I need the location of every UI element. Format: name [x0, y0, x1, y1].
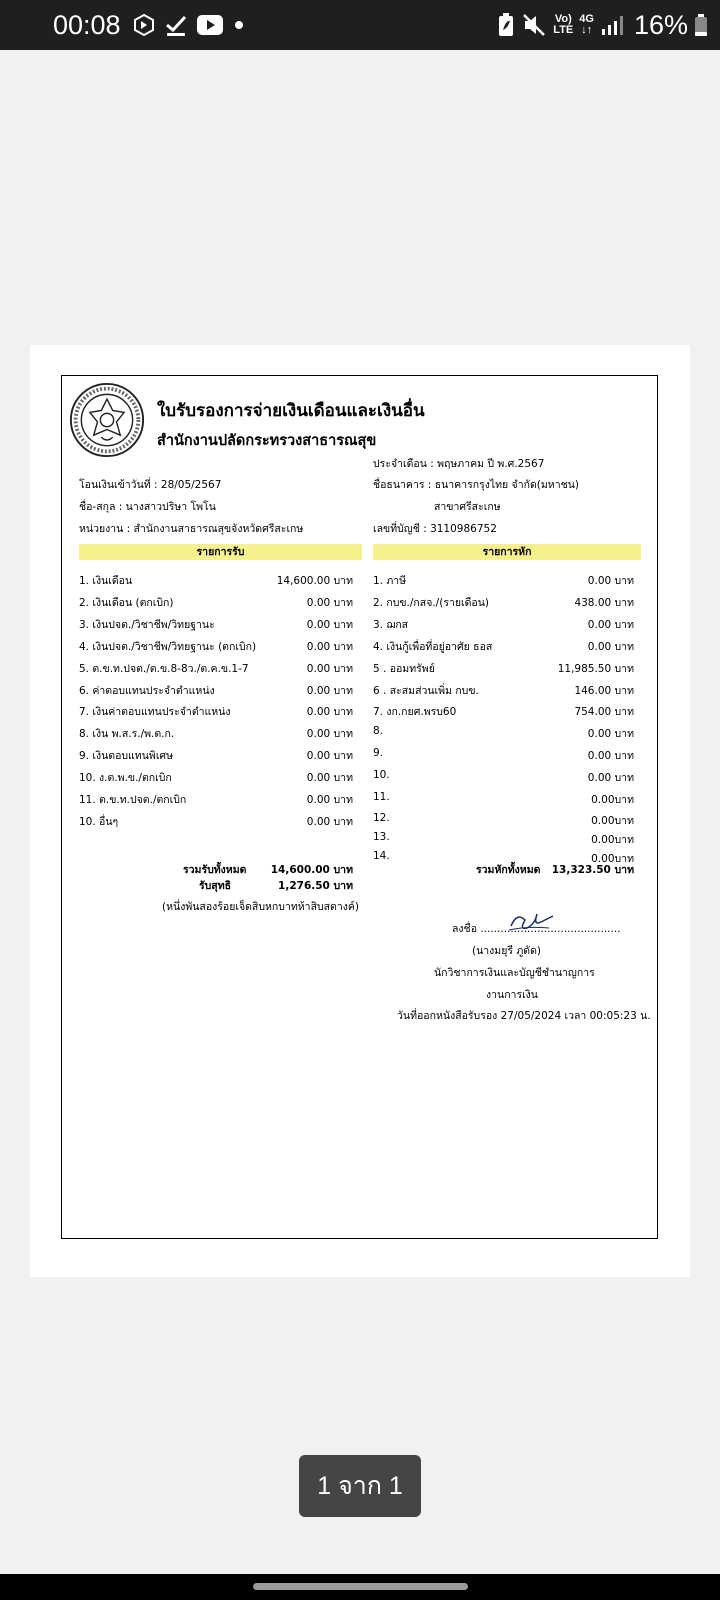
income-item-label: 6. ค่าตอบแทนประจำตำแหน่ง: [79, 684, 215, 697]
transfer-date: โอนเงินเข้าวันที่ : 28/05/2567: [79, 479, 222, 491]
income-item-value: 0.00 บาท: [306, 596, 353, 609]
employee-name: ชื่อ-สกุล : นางสาวปริษา โพโน: [79, 501, 216, 513]
battery-icon: [694, 13, 708, 37]
income-row: [79, 791, 353, 805]
income-row: [79, 682, 353, 696]
bank-name: ชื่อธนาคาร : ธนาคารกรุงไทย จำกัด(มหาชน): [373, 479, 580, 491]
volte-label: Vo) LTE: [553, 13, 574, 36]
deduction-item-label: 12.: [373, 811, 390, 824]
deduction-row: [373, 703, 634, 717]
signer-name: (นางมยุรี ภูดัด): [472, 945, 542, 957]
deduction-row: [373, 572, 634, 586]
deduction-item-value: 754.00 บาท: [574, 706, 634, 719]
check-icon: [164, 13, 188, 37]
total-income-row: [183, 861, 353, 875]
income-item-label: 4. เงินปจต./วิชาชีพ/วิทยฐานะ (ตกเบิก): [79, 640, 257, 653]
income-item-value: 14,600.00 บาท: [276, 575, 353, 587]
status-time: 00:08: [53, 10, 121, 40]
deduction-row: [373, 638, 634, 652]
signer-unit: งานการเงิน: [486, 989, 538, 1001]
income-row: [79, 747, 353, 761]
bank-branch: สาขาศรีสะเกษ: [434, 501, 501, 513]
income-row: [79, 660, 353, 674]
deduction-row: [373, 791, 634, 805]
income-item-value: 0.00 บาท: [306, 772, 353, 785]
deduction-row: [373, 594, 634, 608]
income-item-label: 10. อื่นๆ: [79, 815, 119, 828]
deduction-row: [373, 682, 634, 696]
deduction-item-label: 7. งก.กยศ.พรบ60: [373, 706, 457, 719]
deduction-item-label: 10.: [373, 769, 390, 782]
deduction-item-value: 0.00 บาท: [587, 772, 634, 785]
net-row: [199, 877, 353, 891]
income-row: [79, 638, 353, 652]
page-indicator: 1 จาก 1: [299, 1455, 421, 1517]
income-item-value: 0.00 บาท: [306, 728, 353, 741]
sign-label: ลงชื่อ ..........................................: [452, 923, 621, 935]
deduction-item-label: 9.: [373, 747, 384, 760]
youtube-icon: [196, 14, 224, 36]
total-income-label: รวมรับทั้งหมด: [183, 864, 247, 876]
deduction-item-label: 5 . ออมทรัพย์: [373, 662, 435, 675]
deduction-row: [373, 831, 634, 845]
deduction-item-value: 0.00 บาท: [587, 618, 634, 631]
deduction-row: [373, 725, 634, 739]
deduction-item-value: 0.00บาท: [591, 794, 634, 806]
income-row: [79, 813, 353, 827]
income-item-value: 0.00 บาท: [306, 706, 353, 719]
total-deduction-value: 13,323.50 บาท: [551, 864, 634, 876]
signal-icon: [600, 13, 624, 37]
document-title: ใบรับรองการจ่ายเงินเดือนและเงินอื่น: [157, 401, 425, 420]
deduction-item-value: 11,985.50 บาท: [557, 662, 634, 675]
income-row: [79, 616, 353, 630]
deduction-item-label: 14.: [373, 849, 390, 862]
deduction-item-label: 8.: [373, 725, 384, 738]
income-header: รายการรับ: [79, 544, 362, 560]
deduction-row: [373, 769, 634, 783]
deduction-row: [373, 660, 634, 674]
income-item-label: 5. ต.ข.ท.ปจต./ต.ข.8-8ว./ต.ค.ข.1-7: [79, 662, 249, 675]
deduction-item-value: 0.00 บาท: [587, 640, 634, 653]
income-item-value: 0.00 บาท: [306, 815, 353, 828]
pdf-page: [30, 345, 690, 1277]
deduction-item-label: 2. กบข./กสจ./(รายเดือน): [373, 596, 489, 609]
deduction-item-label: 4. เงินกู้เพื่อที่อยู่อาศัย ธอส: [373, 640, 493, 653]
deduction-item-value: 0.00 บาท: [587, 750, 634, 763]
document-subtitle: สำนักงานปลัดกระทรวงสาธารณสุข: [157, 433, 377, 449]
income-row: [79, 769, 353, 783]
income-row: [79, 703, 353, 717]
deduction-item-value: 146.00 บาท: [574, 684, 634, 697]
income-item-label: 2. เงินเดือน (ตกเบิก): [79, 596, 174, 609]
battery-saver-icon: [497, 12, 515, 38]
deduction-item-value: 0.00บาท: [591, 852, 634, 865]
income-item-label: 7. เงินค่าตอบแทนประจำตำแหน่ง: [79, 706, 231, 719]
deduction-row: [373, 747, 634, 761]
deduction-item-label: 13.: [373, 830, 390, 843]
income-item-value: 0.00 บาท: [306, 662, 353, 675]
status-bar: [0, 0, 720, 50]
signature-icon: [507, 906, 555, 934]
employee-unit: หน่วยงาน : สำนักงานสาธารณสุขจังหวัดศรีสะเกษ: [79, 523, 304, 535]
deduction-row: [373, 616, 634, 630]
income-item-value: 0.00 บาท: [306, 750, 353, 763]
income-item-label: 3. เงินปจต./วิชาชีพ/วิทยฐานะ: [79, 618, 215, 631]
income-item-label: 8. เงิน พ.ส.ร./พ.ต.ก.: [79, 728, 175, 741]
app-icon: [132, 13, 156, 37]
deduction-item-value: 0.00บาท: [591, 814, 634, 827]
income-item-label: 9. เงินตอบแทนพิเศษ: [79, 750, 174, 763]
dot-icon: [232, 18, 246, 32]
income-item-value: 0.00 บาท: [306, 640, 353, 653]
income-item-label: 1. เงินเดือน: [79, 575, 133, 587]
income-item-label: 11. ต.ข.ท.ปจต./ตกเบิก: [79, 794, 187, 806]
deduction-item-label: 6 . สะสมส่วนเพิ่ม กบข.: [373, 684, 479, 697]
income-item-label: 10. ง.ต.พ.ข./ตกเบิก: [79, 772, 172, 785]
home-gesture-handle[interactable]: [253, 1583, 468, 1590]
deduction-item-value: 0.00 บาท: [587, 575, 634, 587]
income-row: [79, 594, 353, 608]
net-amount-text: (หนึ่งพันสองร้อยเจ็ดสิบหกบาทห้าสิบสตางค์): [162, 901, 360, 913]
net-label: รับสุทธิ: [199, 880, 232, 892]
signer-position: นักวิชาการเงินและบัญชีชำนาญการ: [434, 967, 595, 979]
deduction-item-value: 438.00 บาท: [574, 596, 634, 609]
deduction-item-label: 3. ฌกส: [373, 618, 409, 631]
deduction-header: รายการหัก: [373, 544, 641, 560]
ministry-seal-icon: [69, 382, 145, 458]
deduction-item-value: 0.00บาท: [591, 833, 634, 846]
navigation-bar: [0, 1574, 720, 1600]
net-value: 1,276.50 บาท: [278, 880, 353, 892]
certificate-frame: [61, 375, 658, 1239]
account-number: เลขที่บัญชี : 3110986752: [373, 523, 497, 535]
deduction-item-value: 0.00 บาท: [587, 728, 634, 741]
deduction-item-label: 1. ภาษี: [373, 575, 407, 587]
income-row: [79, 725, 353, 739]
income-item-value: 0.00 บาท: [306, 794, 353, 806]
mute-icon: [521, 12, 547, 38]
pay-month: ประจำเดือน : พฤษภาคม ปี พ.ศ.2567: [373, 458, 545, 470]
income-item-value: 0.00 บาท: [306, 684, 353, 697]
income-row: [79, 572, 353, 586]
battery-percent: 16%: [633, 9, 688, 40]
data-arrows-icon: ↓↑: [581, 24, 593, 36]
issue-date: วันที่ออกหนังสือรับรอง 27/05/2024 เวลา 00:05:23 น.: [397, 1010, 651, 1022]
notification-icons: [132, 12, 246, 38]
income-item-value: 0.00 บาท: [306, 618, 353, 631]
deduction-row: [373, 812, 634, 826]
deduction-item-label: 11.: [373, 791, 390, 803]
total-income-value: 14,600.00 บาท: [270, 864, 353, 876]
network-type-label: 4G ↓↑: [579, 13, 594, 36]
total-deduction-row: [476, 861, 634, 875]
total-deduction-label: รวมหักทั้งหมด: [476, 864, 541, 876]
